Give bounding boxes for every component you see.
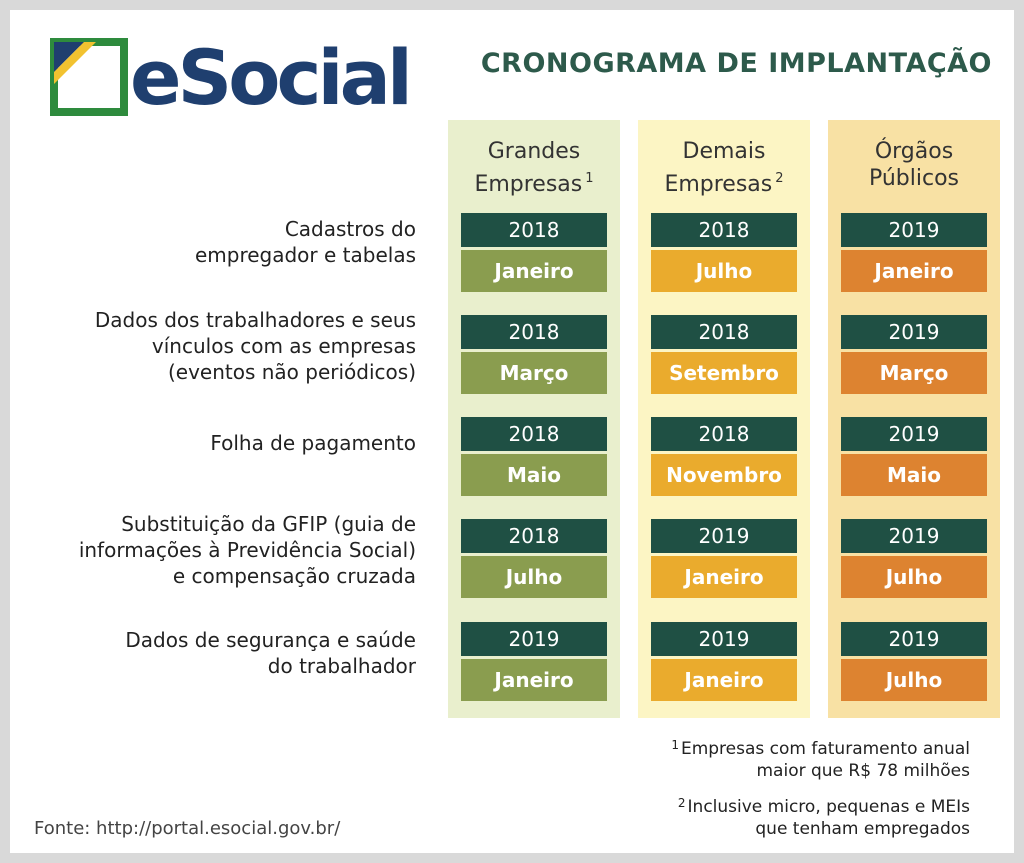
row-label-dados-trabalhadores — [95, 307, 416, 385]
source-text: Fonte: http://portal.esocial.gov.br/ — [34, 818, 341, 839]
year-cell: 2019 — [651, 622, 797, 656]
footnote-line: que tenham empregados — [755, 819, 970, 839]
year-cell: 2018 — [461, 417, 607, 451]
month-cell: Janeiro — [651, 659, 797, 701]
year-cell: 2018 — [461, 315, 607, 349]
month-cell: Novembro — [651, 454, 797, 496]
footnote-line: Empresas com faturamento anual — [680, 739, 970, 759]
column-orgaos-publicos — [828, 120, 1000, 718]
year-cell: 2019 — [841, 213, 987, 247]
footnote-mark: 2 — [677, 796, 686, 810]
month-cell: Março — [841, 352, 987, 394]
month-cell: Julho — [461, 556, 607, 598]
column-header-line1: Demais — [682, 139, 766, 164]
month-cell: Julho — [841, 659, 987, 701]
column-footnote-mark: 2 — [775, 171, 784, 186]
month-cell: Julho — [651, 250, 797, 292]
year-cell: 2019 — [461, 622, 607, 656]
year-cell: 2019 — [841, 622, 987, 656]
month-cell: Maio — [841, 454, 987, 496]
row-label-line: empregador e tabelas — [194, 243, 416, 267]
month-cell: Março — [461, 352, 607, 394]
row-label-line: informações à Previdência Social) — [78, 538, 416, 562]
row-label-line: do trabalhador — [267, 654, 416, 678]
row-label-line: Dados de segurança e saúde — [125, 628, 416, 652]
month-cell: Janeiro — [461, 250, 607, 292]
row-label-line: e compensação cruzada — [172, 564, 416, 588]
row-label-line: Dados dos trabalhadores e seus — [94, 308, 416, 332]
footnote-line: Inclusive micro, pequenas e MEIs — [687, 797, 970, 817]
year-cell: 2019 — [841, 417, 987, 451]
column-header — [828, 138, 1000, 192]
row-label-seguranca — [125, 627, 416, 679]
month-cell: Janeiro — [841, 250, 987, 292]
row-label-line: vínculos com as empresas — [151, 334, 416, 358]
year-cell: 2018 — [461, 213, 607, 247]
column-header-line2: Empresas — [664, 172, 773, 197]
footnote-line: maior que R$ 78 milhões — [756, 761, 970, 781]
year-cell: 2018 — [651, 315, 797, 349]
esocial-logo — [48, 33, 409, 122]
footnote-1 — [671, 734, 970, 782]
row-label-line: Cadastros do — [284, 217, 416, 241]
year-cell: 2019 — [841, 519, 987, 553]
row-label-gfip — [79, 511, 416, 589]
logo-text: eSocial — [130, 33, 409, 122]
column-grandes-empresas — [448, 120, 620, 718]
row-label-line: Substituição da GFIP (guia de — [121, 512, 416, 536]
month-cell: Janeiro — [651, 556, 797, 598]
infographic-card — [10, 10, 1014, 853]
month-cell: Maio — [461, 454, 607, 496]
page-title: CRONOGRAMA DE IMPLANTAÇÃO — [480, 48, 992, 79]
footnote-mark: 1 — [671, 738, 679, 752]
esocial-logo-mark-icon — [50, 38, 128, 116]
column-header-line2: Empresas — [474, 172, 583, 197]
column-header-line1: Grandes — [487, 139, 581, 164]
footnote-2 — [678, 792, 970, 840]
row-label-folha — [210, 430, 416, 456]
year-cell: 2019 — [651, 519, 797, 553]
row-label-line: Folha de pagamento — [210, 431, 416, 455]
row-label-line: (eventos não periódicos) — [167, 360, 416, 384]
column-footnote-mark: 1 — [585, 171, 594, 186]
year-cell: 2019 — [841, 315, 987, 349]
year-cell: 2018 — [651, 417, 797, 451]
column-header-line1: Órgãos — [874, 139, 954, 164]
year-cell: 2018 — [651, 213, 797, 247]
month-cell: Setembro — [651, 352, 797, 394]
column-header-line2: Públicos — [868, 166, 960, 191]
row-label-cadastros — [195, 216, 416, 268]
month-cell: Julho — [841, 556, 987, 598]
column-header — [448, 138, 620, 198]
column-header — [638, 138, 810, 198]
year-cell: 2018 — [461, 519, 607, 553]
month-cell: Janeiro — [461, 659, 607, 701]
column-demais-empresas — [638, 120, 810, 718]
